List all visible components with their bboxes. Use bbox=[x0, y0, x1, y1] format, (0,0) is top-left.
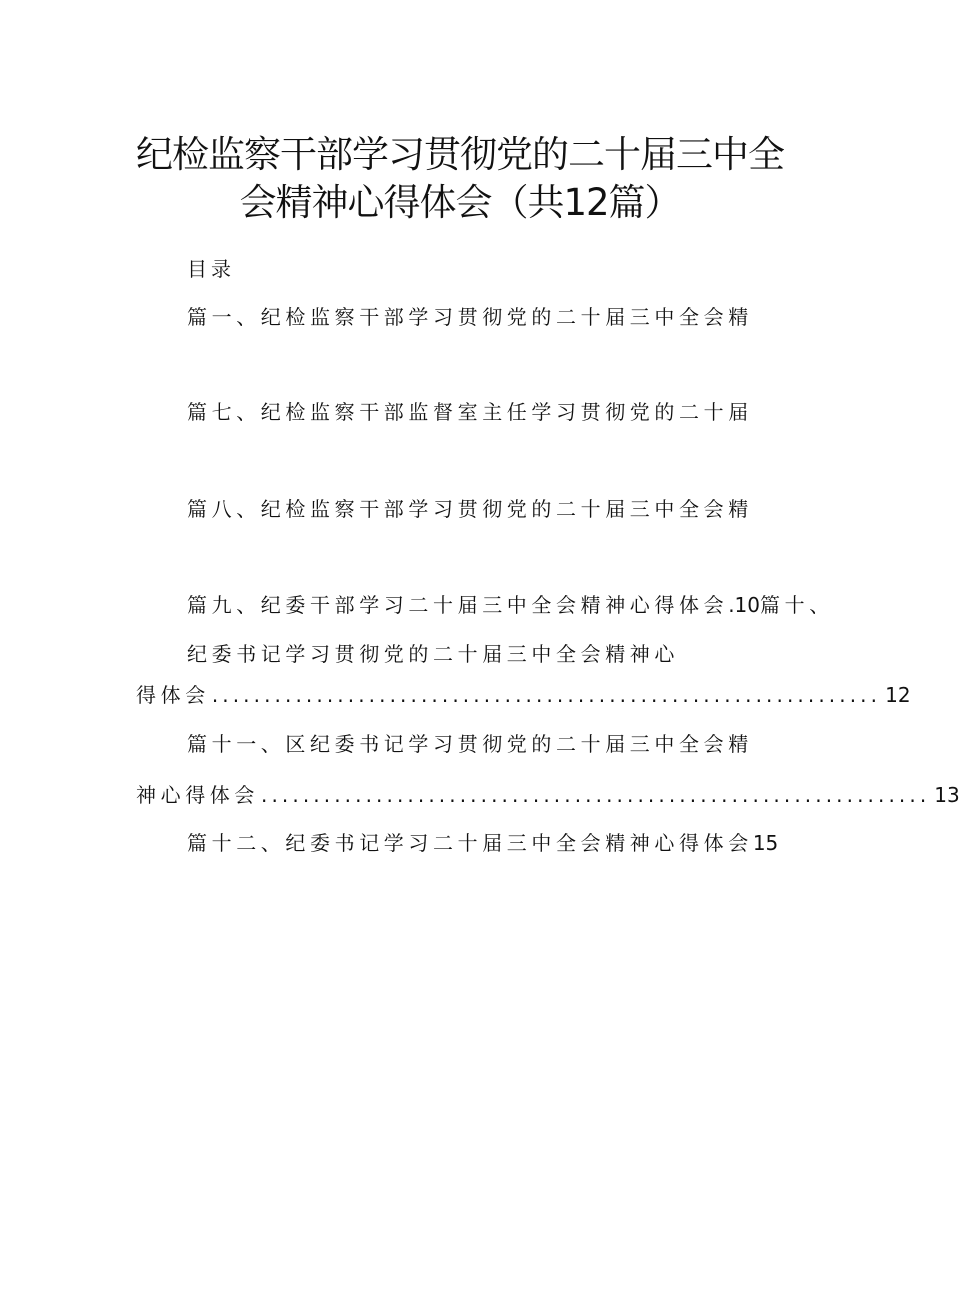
toc-entry-10-leader-row bbox=[136, 681, 911, 709]
toc-entry-12 bbox=[187, 829, 778, 857]
dot-leader: ................................................................ bbox=[261, 783, 931, 807]
toc-entry-11-page: 13 bbox=[934, 783, 960, 807]
toc-entry-10-text: 纪委书记学习贯彻党的二十届三中全会精神心 bbox=[187, 642, 679, 666]
toc-entry-11-tail: 神心得体会 bbox=[136, 783, 259, 807]
toc-entry-7: 篇七、纪检监察干部监督室主任学习贯彻党的二十届 bbox=[187, 400, 753, 424]
toc-entry-10-prefix: 篇十、 bbox=[760, 593, 834, 617]
document-title-line-2: 会精神心得体会（共12篇） bbox=[239, 181, 681, 224]
toc-entry-9-text: 篇九、纪委干部学习二十届三中全会精神心得体会 bbox=[187, 593, 729, 617]
dot-leader: ................................................................ bbox=[211, 683, 882, 707]
document-title-line-1: 纪检监察干部学习贯彻党的二十届三中全 bbox=[136, 133, 784, 176]
toc-entry-10-page: 12 bbox=[885, 683, 911, 707]
toc-heading: 目录 bbox=[187, 257, 235, 281]
toc-entry-11-leader-row bbox=[136, 781, 960, 809]
toc-entry-9-page: .10 bbox=[728, 593, 761, 617]
toc-entry-1: 篇一、纪检监察干部学习贯彻党的二十届三中全会精 bbox=[187, 305, 753, 329]
toc-entry-12-text: 篇十二、纪委书记学习二十届三中全会精神心得体会 bbox=[187, 831, 753, 855]
toc-entry-9 bbox=[187, 591, 834, 619]
toc-entry-12-page: 15 bbox=[752, 831, 779, 855]
toc-entry-11: 篇十一、区纪委书记学习贯彻党的二十届三中全会精 bbox=[187, 732, 753, 756]
toc-entry-8: 篇八、纪检监察干部学习贯彻党的二十届三中全会精 bbox=[187, 497, 753, 521]
toc-entry-10-tail: 得体会 bbox=[136, 683, 210, 707]
